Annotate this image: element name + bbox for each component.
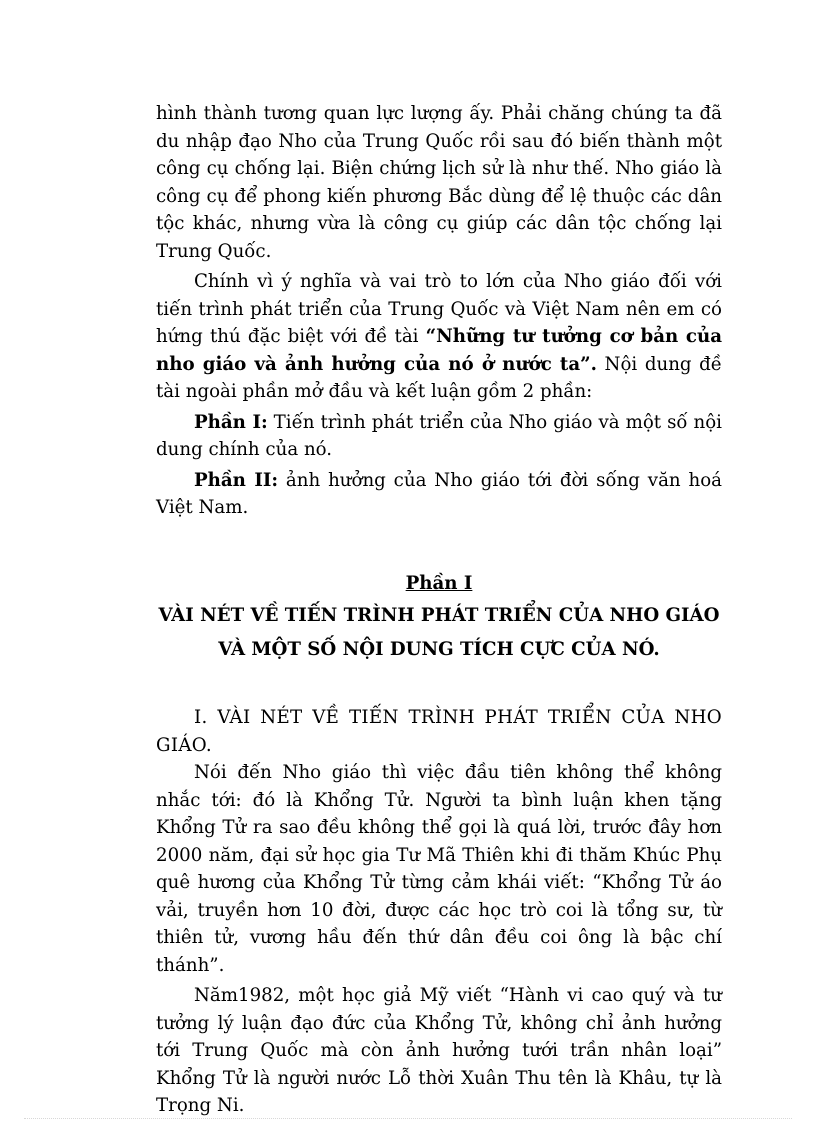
section-heading: I. VÀI NÉT VỀ TIẾN TRÌNH PHÁT TRIỂN CỦA NHO GIÁO. (156, 707, 722, 756)
intro-paragraph-1: hình thành tương quan lực lượng ấy. Phải chăng chúng ta đã du nhập đạo Nho của Trung Quốc rồi sau đó biến thành một công cụ chống lại. Biện chứng lịch sử là như thế. Nho giáo là công cụ để phong kiến phương Bắc dùng để lệ thuộc các dân tộc khác, nhưng vừa là công cụ giúp các dân tộc chống lại Trung Quốc. (156, 103, 722, 262)
document-page (156, 100, 722, 1120)
outline-part-1-text: Tiến trình phát triển của Nho giáo và một số nội dung chính của nó. (156, 411, 722, 460)
part-title-line-1: VÀI NÉT VỀ TIẾN TRÌNH PHÁT TRIỂN CỦA NHO GIÁO (158, 605, 720, 626)
intro-paragraph-2-start: Chính vì ý nghĩa và vai trò to lớn của Nho giáo đối với tiến trình phát triển của Trung Quốc và Việt Nam nên em có hứng thú đặc biệt với đề tài (156, 271, 722, 347)
intro-paragraph-2 (156, 268, 722, 406)
topic-title: “Những tư tưởng cơ bản của nho giáo và ảnh hưởng của nó ở nước ta”. (156, 326, 722, 375)
outline-part-2-text: ảnh hưởng của Nho giáo tới đời sống văn hoá Việt Nam. (156, 469, 722, 518)
outline-part-1 (156, 409, 722, 464)
section-paragraph-1: Nói đến Nho giáo thì việc đầu tiên không thể không nhắc tới: đó là Khổng Tử. Người ta bình luận khen tặng Khổng Tử ra sao đều không thể gọi là quá lời, trước đây hơn 2000 năm, đại sử học gia Tư Mã Thiên khi đi thăm Khúc Phụ quê hương của Khổng Tử từng cảm khái viết: “Khổng Tử áo vải, truyền hơn 10 đời, được các học trò coi là tổng sư, từ thiên tử, vương hầu đến thứ dân đều coi ông là bậc chí thánh”. (156, 762, 722, 976)
outline-part-2 (156, 467, 722, 522)
outline-part-1-label: Phần I: (194, 411, 268, 433)
part-heading: Phần I (405, 572, 473, 594)
section-paragraph-2: Năm1982, một học giả Mỹ viết “Hành vi cao quý và tư tưởng lý luận đạo đức của Khổng Tử, không chỉ ảnh hưởng tới Trung Quốc mà còn ảnh hưởng tưới trần nhân loại” Khổng Tử là người nước Lỗ thời Xuân Thu tên là Khâu, tự là Trọng Ni. (156, 985, 722, 1116)
page-bottom-divider (24, 1118, 792, 1119)
intro-paragraph-2-end: Nội dung đề tài ngoài phần mở đầu và kết luận gồm 2 phần: (156, 353, 722, 402)
part-title-line-2: VÀ MỘT SỐ NỘI DUNG TÍCH CỰC CỦA NÓ. (218, 639, 660, 660)
outline-part-2-label: Phần II: (194, 469, 279, 491)
